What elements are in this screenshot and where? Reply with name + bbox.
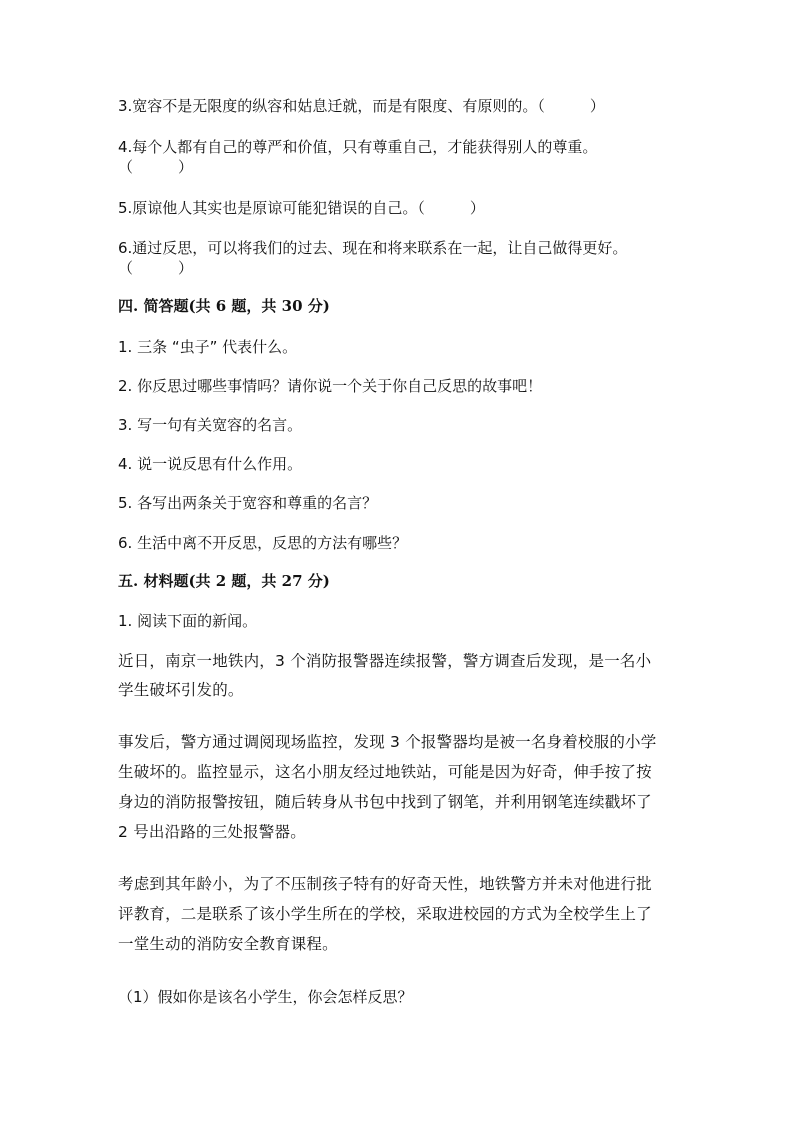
short-answer-question-2: 2. 你反思过哪些事情吗？请你说一个关于你自己反思的故事吧！ (118, 377, 543, 395)
news-paragraph-2-line-2: 生破坏的。监控显示，这名小朋友经过地铁站，可能是因为好奇，伸手按了按 (118, 763, 652, 781)
material-question-1-intro: 1. 阅读下面的新闻。 (118, 612, 258, 630)
judgement-question-4-blank: （ ） (118, 158, 194, 176)
section-5-heading: 五. 材料题(共 2 题，共 27 分) (118, 572, 330, 590)
news-paragraph-3-line-2: 评教育，二是联系了该小学生所在的学校，采取进校园的方式为全校学生上了 (118, 905, 652, 923)
news-paragraph-3-line-3: 一堂生动的消防安全教育课程。 (118, 935, 338, 953)
short-answer-question-1: 1. 三条 “虫子” 代表什么。 (118, 338, 298, 356)
news-paragraph-3-line-1: 考虑到其年龄小，为了不压制孩子特有的好奇天性，地铁警方并未对他进行批 (118, 875, 652, 893)
judgement-question-4: 4.每个人都有自己的尊严和价值，只有尊重自己，才能获得别人的尊重。 (118, 138, 598, 156)
news-paragraph-2-line-1: 事发后，警方通过调阅现场监控，发现 3 个报警器均是被一名身着校服的小学 (118, 733, 657, 751)
news-paragraph-1-line-1: 近日，南京一地铁内，3 个消防报警器连续报警，警方调查后发现，是一名小 (118, 652, 652, 670)
short-answer-question-4: 4. 说一说反思有什么作用。 (118, 455, 303, 473)
material-sub-question-1: （1）假如你是该名小学生，你会怎样反思？ (118, 988, 413, 1006)
judgement-question-6-blank: （ ） (118, 259, 194, 277)
judgement-question-6: 6.通过反思，可以将我们的过去、现在和将来联系在一起，让自己做得更好。 (118, 239, 628, 257)
short-answer-question-5: 5. 各写出两条关于宽容和尊重的名言？ (118, 494, 378, 512)
short-answer-question-6: 6. 生活中离不开反思，反思的方法有哪些？ (118, 534, 408, 552)
news-paragraph-2-line-4: 2 号出沿路的三处报警器。 (118, 823, 306, 841)
short-answer-question-3: 3. 写一句有关宽容的名言。 (118, 416, 303, 434)
judgement-question-3: 3.宽容不是无限度的纵容和姑息迁就，而是有限度、有原则的。（ ） (118, 97, 605, 115)
section-4-heading: 四. 简答题(共 6 题，共 30 分) (118, 297, 330, 315)
judgement-question-5: 5.原谅他人其实也是原谅可能犯错误的自己。（ ） (118, 199, 485, 217)
news-paragraph-1-line-2: 学生破坏引发的。 (118, 681, 244, 699)
news-paragraph-2-line-3: 身边的消防报警按钮，随后转身从书包中找到了钢笔，并利用钢笔连续戳坏了 (118, 793, 652, 811)
